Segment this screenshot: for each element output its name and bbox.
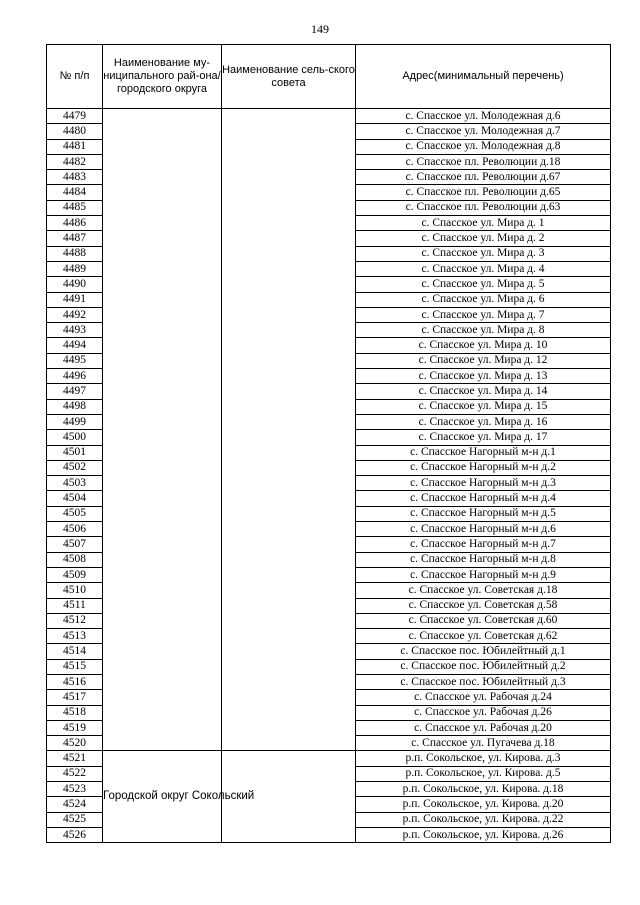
row-number: 4481 bbox=[47, 139, 103, 154]
address-cell: с. Спасское ул. Мира д. 13 bbox=[356, 369, 611, 384]
row-number: 4504 bbox=[47, 491, 103, 506]
row-number: 4496 bbox=[47, 369, 103, 384]
address-cell: с. Спасское ул. Мира д. 10 bbox=[356, 338, 611, 353]
table-header-row bbox=[47, 45, 611, 109]
address-cell: р.п. Сокольское, ул. Кирова. д.5 bbox=[356, 766, 611, 781]
row-number: 4497 bbox=[47, 384, 103, 399]
row-number: 4494 bbox=[47, 338, 103, 353]
row-number: 4506 bbox=[47, 522, 103, 537]
row-number: 4517 bbox=[47, 690, 103, 705]
address-cell: с. Спасское пл. Революции д.67 bbox=[356, 170, 611, 185]
row-number: 4521 bbox=[47, 751, 103, 766]
address-cell: с. Спасское ул. Советская д.60 bbox=[356, 613, 611, 628]
row-number: 4519 bbox=[47, 720, 103, 735]
address-cell: р.п. Сокольское, ул. Кирова. д.18 bbox=[356, 782, 611, 797]
address-cell: с. Спасское Нагорный м-н д.8 bbox=[356, 552, 611, 567]
address-cell: с. Спасское пос. Юбилейтный д.1 bbox=[356, 644, 611, 659]
row-number: 4498 bbox=[47, 399, 103, 414]
address-cell: с. Спасское пос. Юбилейтный д.2 bbox=[356, 659, 611, 674]
row-number: 4509 bbox=[47, 567, 103, 582]
row-number: 4515 bbox=[47, 659, 103, 674]
address-cell: с. Спасское пл. Революции д.65 bbox=[356, 185, 611, 200]
row-number: 4490 bbox=[47, 277, 103, 292]
address-cell: с. Спасское ул. Советская д.18 bbox=[356, 583, 611, 598]
row-number: 4516 bbox=[47, 674, 103, 689]
row-number: 4524 bbox=[47, 797, 103, 812]
address-cell: с. Спасское ул. Рабочая д.20 bbox=[356, 720, 611, 735]
address-cell: с. Спасское Нагорный м-н д.7 bbox=[356, 537, 611, 552]
address-cell: с. Спасское ул. Мира д. 3 bbox=[356, 246, 611, 261]
header-address: Адрес(минимальный перечень) bbox=[356, 45, 611, 109]
row-number: 4499 bbox=[47, 414, 103, 429]
row-number: 4480 bbox=[47, 124, 103, 139]
row-number: 4493 bbox=[47, 323, 103, 338]
address-cell: с. Спасское ул. Мира д. 4 bbox=[356, 261, 611, 276]
row-number: 4489 bbox=[47, 261, 103, 276]
row-number: 4510 bbox=[47, 583, 103, 598]
address-cell: с. Спасское ул. Мира д. 14 bbox=[356, 384, 611, 399]
address-cell: с. Спасское Нагорный м-н д.6 bbox=[356, 522, 611, 537]
address-cell: с. Спасское ул. Мира д. 15 bbox=[356, 399, 611, 414]
row-number: 4525 bbox=[47, 812, 103, 827]
table-row bbox=[47, 109, 611, 124]
row-number: 4491 bbox=[47, 292, 103, 307]
header-council: Наименование сель-ского совета bbox=[222, 45, 356, 109]
address-cell: с. Спасское пл. Революции д.63 bbox=[356, 200, 611, 215]
address-cell: с. Спасское ул. Мира д. 2 bbox=[356, 231, 611, 246]
council-cell bbox=[222, 109, 356, 751]
row-number: 4514 bbox=[47, 644, 103, 659]
address-cell: с. Спасское Нагорный м-н д.1 bbox=[356, 445, 611, 460]
address-cell: с. Спасское ул. Мира д. 12 bbox=[356, 353, 611, 368]
header-num: № п/п bbox=[47, 45, 103, 109]
address-cell: р.п. Сокольское, ул. Кирова. д.3 bbox=[356, 751, 611, 766]
address-cell: с. Спасское пос. Юбилейтный д.3 bbox=[356, 674, 611, 689]
address-cell: с. Спасское ул. Советская д.58 bbox=[356, 598, 611, 613]
address-cell: с. Спасское ул. Советская д.62 bbox=[356, 629, 611, 644]
row-number: 4495 bbox=[47, 353, 103, 368]
row-number: 4500 bbox=[47, 430, 103, 445]
row-number: 4518 bbox=[47, 705, 103, 720]
address-cell: с. Спасское ул. Молодежная д.6 bbox=[356, 109, 611, 124]
row-number: 4522 bbox=[47, 766, 103, 781]
row-number: 4503 bbox=[47, 476, 103, 491]
row-number: 4479 bbox=[47, 109, 103, 124]
row-number: 4486 bbox=[47, 216, 103, 231]
row-number: 4512 bbox=[47, 613, 103, 628]
address-table bbox=[46, 44, 611, 843]
row-number: 4505 bbox=[47, 506, 103, 521]
address-cell: с. Спасское ул. Мира д. 8 bbox=[356, 323, 611, 338]
row-number: 4520 bbox=[47, 736, 103, 751]
row-number: 4487 bbox=[47, 231, 103, 246]
address-cell: с. Спасское ул. Мира д. 16 bbox=[356, 414, 611, 429]
address-cell: с. Спасское ул. Рабочая д.24 bbox=[356, 690, 611, 705]
table-row bbox=[47, 751, 611, 766]
address-cell: с. Спасское ул. Молодежная д.8 bbox=[356, 139, 611, 154]
table-body bbox=[47, 109, 611, 843]
row-number: 4511 bbox=[47, 598, 103, 613]
address-cell: с. Спасское Нагорный м-н д.9 bbox=[356, 567, 611, 582]
address-cell: р.п. Сокольское, ул. Кирова. д.26 bbox=[356, 827, 611, 842]
row-number: 4523 bbox=[47, 782, 103, 797]
row-number: 4492 bbox=[47, 307, 103, 322]
row-number: 4484 bbox=[47, 185, 103, 200]
address-cell: с. Спасское ул. Мира д. 7 bbox=[356, 307, 611, 322]
address-cell: с. Спасское ул. Мира д. 6 bbox=[356, 292, 611, 307]
address-cell: с. Спасское ул. Молодежная д.7 bbox=[356, 124, 611, 139]
row-number: 4513 bbox=[47, 629, 103, 644]
row-number: 4507 bbox=[47, 537, 103, 552]
address-cell: с. Спасское ул. Мира д. 5 bbox=[356, 277, 611, 292]
address-cell: с. Спасское ул. Рабочая д.26 bbox=[356, 705, 611, 720]
row-number: 4482 bbox=[47, 154, 103, 169]
address-cell: с. Спасское пл. Революции д.18 bbox=[356, 154, 611, 169]
address-cell: с. Спасское Нагорный м-н д.4 bbox=[356, 491, 611, 506]
address-cell: с. Спасское ул. Пугачева д.18 bbox=[356, 736, 611, 751]
row-number: 4483 bbox=[47, 170, 103, 185]
district-cell: Городской округ Сокольский bbox=[103, 751, 222, 843]
row-number: 4485 bbox=[47, 200, 103, 215]
address-cell: р.п. Сокольское, ул. Кирова. д.22 bbox=[356, 812, 611, 827]
row-number: 4501 bbox=[47, 445, 103, 460]
row-number: 4526 bbox=[47, 827, 103, 842]
address-cell: с. Спасское Нагорный м-н д.3 bbox=[356, 476, 611, 491]
district-cell bbox=[103, 109, 222, 751]
row-number: 4502 bbox=[47, 460, 103, 475]
address-cell: с. Спасское Нагорный м-н д.5 bbox=[356, 506, 611, 521]
page-number: 149 bbox=[311, 22, 329, 36]
address-cell: с. Спасское ул. Мира д. 1 bbox=[356, 216, 611, 231]
header-district: Наименование му-ниципального рай-она/ городского округа bbox=[103, 45, 222, 109]
address-cell: с. Спасское Нагорный м-н д.2 bbox=[356, 460, 611, 475]
row-number: 4488 bbox=[47, 246, 103, 261]
address-cell: р.п. Сокольское, ул. Кирова. д.20 bbox=[356, 797, 611, 812]
address-cell: с. Спасское ул. Мира д. 17 bbox=[356, 430, 611, 445]
row-number: 4508 bbox=[47, 552, 103, 567]
